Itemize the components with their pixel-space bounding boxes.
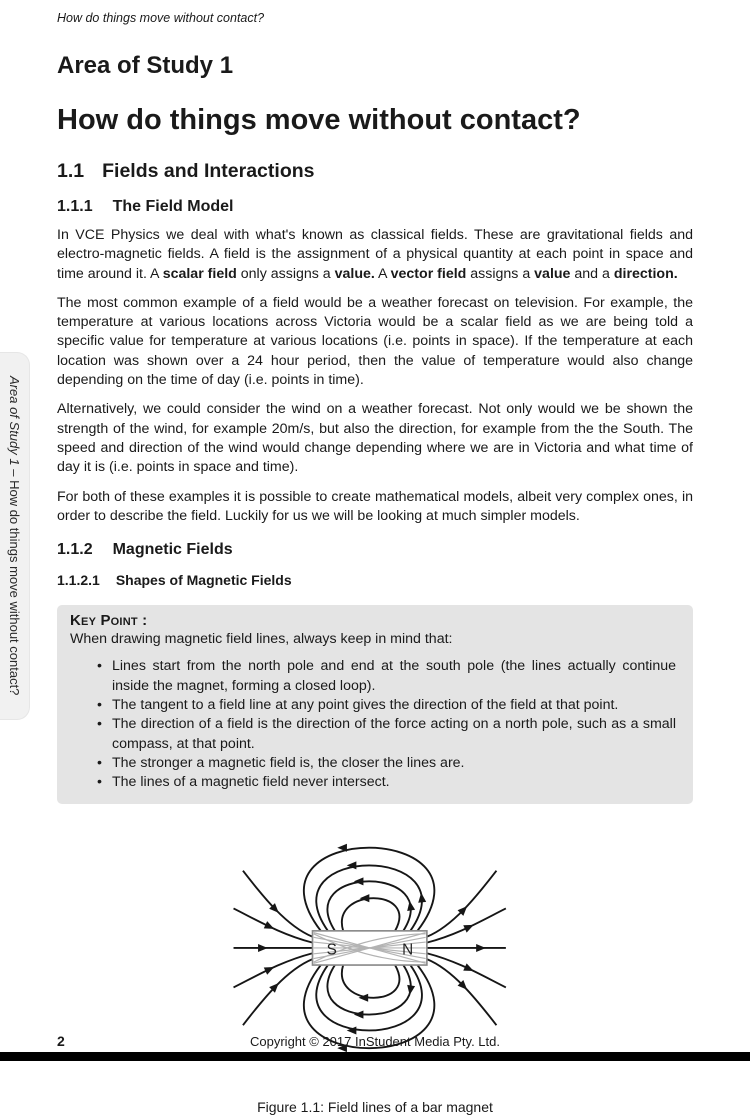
paragraph-field-model: In VCE Physics we deal with what's known as classical fields. These are gravitational fields and electro-magnetic fields. A field is the assignment of a physical quantity at each point in space and time around it. A scalar field only assigns a value. A vector field assigns a value and a direction. xyxy=(57,227,693,282)
subsubsection-heading-shapes xyxy=(57,572,693,588)
running-header: How do things move without contact? xyxy=(57,11,265,25)
field-line-loop xyxy=(342,898,400,931)
field-line-right xyxy=(427,870,497,936)
key-point-bullet: • Lines start from the north pole and end at the south pole (the lines actually continue inside the magnet, forming a closed loop). xyxy=(97,657,676,696)
south-pole-label: S xyxy=(326,940,337,958)
bar-magnet-diagram xyxy=(224,833,526,1057)
sidebar-chapter-tab xyxy=(0,352,30,720)
subsection-number: 1.1.2 xyxy=(57,541,93,559)
page-content xyxy=(57,0,693,1115)
paragraph-scalar-example: The most common example of a field would be a weather forecast on television. For example, the temperature at various locations across Victoria would be a scalar field as we are being told a specific value for temperature at various locations (i.e. points in space). If the temperature at each location was shown over a 24 hour period, then the value of temperature would also change depending on the time of day (i.e. points in time). xyxy=(57,294,693,389)
bar-magnet xyxy=(313,930,427,964)
sidebar-label-area: Area of Study 1 xyxy=(7,376,22,466)
key-point-bullet: • The direction of a field is the direction of the force acting on a north pole, such as a small compass, at that point. xyxy=(97,715,676,754)
copyright-line: Copyright © 2017 InStudent Media Pty. Ltd. xyxy=(250,1034,500,1049)
figure-bar-magnet xyxy=(57,833,693,1115)
field-line-left xyxy=(234,908,313,942)
page-number: 2 xyxy=(57,1033,65,1049)
section-heading xyxy=(57,160,693,183)
key-point-bullet: • The lines of a magnetic field never intersect. xyxy=(97,773,676,792)
subsubsection-number: 1.1.2.1 xyxy=(57,572,100,589)
key-point-label: Key Point : xyxy=(70,612,148,630)
sidebar-chapter-label xyxy=(7,376,22,695)
key-point-list xyxy=(70,657,680,792)
field-line-left xyxy=(243,959,313,1025)
page-footer xyxy=(0,1034,750,1049)
key-point-bullet: • The stronger a magnetic field is, the closer the lines are. xyxy=(97,754,676,773)
subsection-heading-field-model xyxy=(57,198,693,216)
subsection-heading-magnetic-fields xyxy=(57,541,693,559)
subsection-title: The Field Model xyxy=(112,198,234,215)
north-pole-label: N xyxy=(402,940,414,958)
section-title: Fields and Interactions xyxy=(102,160,315,182)
key-point-bullet: • The tangent to a field line at any point gives the direction of the field at that point. xyxy=(97,696,676,715)
field-line-loop xyxy=(342,965,400,998)
key-point-intro: When drawing magnetic field lines, always keep in mind that: xyxy=(70,631,453,648)
sidebar-label-title: – How do things move without contact? xyxy=(7,465,22,696)
subsubsection-title: Shapes of Magnetic Fields xyxy=(115,572,292,589)
field-line-right xyxy=(427,959,497,1025)
figure-caption: Figure 1.1: Field lines of a bar magnet xyxy=(257,1098,493,1115)
key-point-box xyxy=(57,605,693,803)
chapter-title: How do things move without contact? xyxy=(57,104,581,136)
subsection-title: Magnetic Fields xyxy=(112,541,233,559)
area-of-study-heading: Area of Study 1 xyxy=(57,52,234,79)
section-number: 1.1 xyxy=(57,160,85,182)
bottom-bar xyxy=(0,1052,750,1061)
field-line-left xyxy=(234,953,313,987)
paragraph-models: For both of these examples it is possible to create mathematical models, albeit very complex ones, in order to describe the field. Luckily for us we will be looking at much simpler models. xyxy=(57,488,693,524)
field-line-left xyxy=(243,870,313,936)
field-line-loop xyxy=(304,847,435,930)
subsection-number: 1.1.1 xyxy=(57,198,93,215)
paragraph-vector-example: Alternatively, we could consider the wind on a weather forecast. Not only would we be shown the strength of the wind, for example 20m/s, but also the direction, for example from the the South. The speed and direction of the wind would change depending where we are in Victoria and what time of day it is (i.e. points in space and time). xyxy=(57,401,693,476)
